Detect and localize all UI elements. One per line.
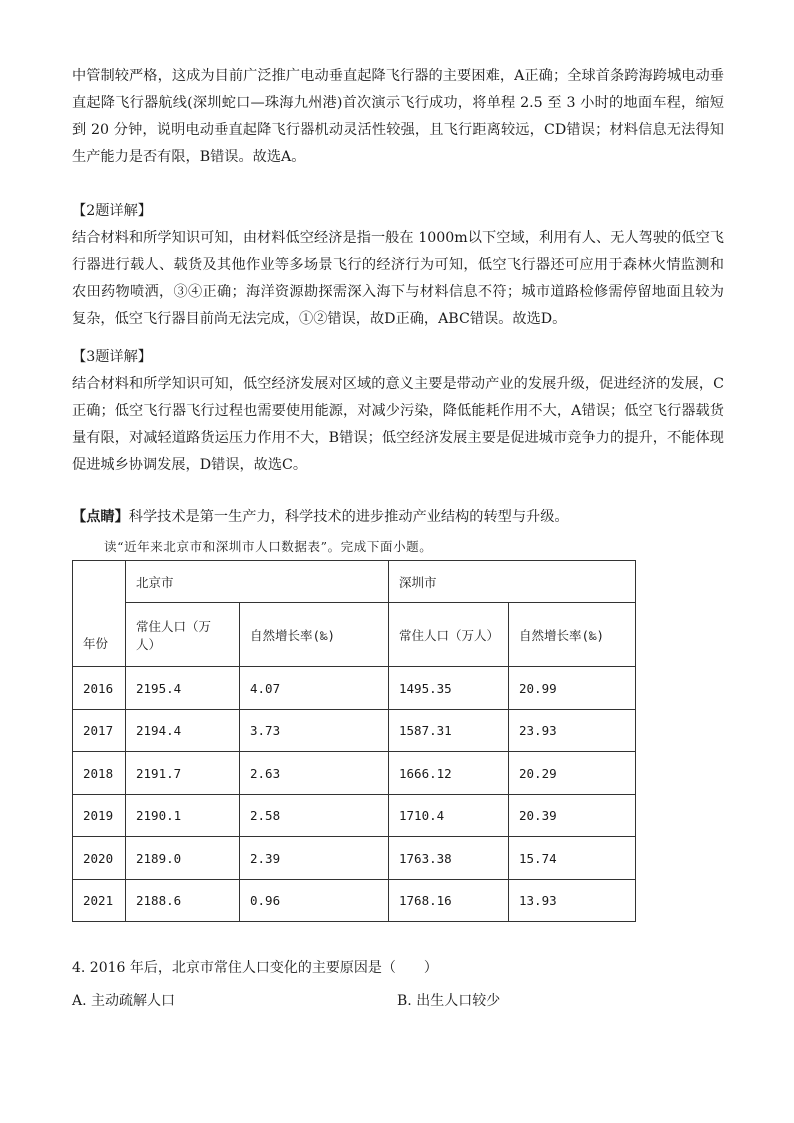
year-cell: 2017	[73, 710, 126, 752]
section-heading-q3: 【3题详解】	[72, 349, 152, 365]
shenzhen-pop-cell: 1710.4	[389, 795, 509, 837]
question-stem: 4. 2016 年后，北京市常住人口变化的主要原因是（ ）	[72, 960, 438, 976]
shenzhen-rate-cell: 13.93	[509, 880, 636, 922]
beijing-pop-cell: 2194.4	[126, 710, 240, 752]
answer-paragraph-1: 中管制较严格，这成为目前广泛推广电动垂直起降飞行器的主要困难，A正确；全球首条跨海跨城电动垂直起降飞行器航线(深圳蛇口—珠海九州港)首次演示飞行成功，将单程 2.5 至 3 小时的地面车程，缩短到 20 分钟，说明电动垂直起降飞行器机动灵活性较强，且飞行距离较远，CD错误；材料信息无法得知生产能力是否有限，B错误。故选A。	[72, 68, 724, 165]
table-row	[73, 837, 636, 880]
table-row	[73, 880, 636, 922]
shenzhen-pop-cell: 1495.35	[389, 667, 509, 710]
shenzhen-pop-cell: 1587.31	[389, 710, 509, 752]
year-cell: 2020	[73, 837, 126, 880]
city-header-shenzhen: 深圳市	[389, 561, 636, 603]
year-cell: 2021	[73, 880, 126, 922]
col-header-shenzhen-pop: 常住人口（万人）	[389, 603, 509, 667]
table-header-row-cities	[73, 561, 636, 603]
beijing-pop-cell: 2190.1	[126, 795, 240, 837]
beijing-rate-cell: 3.73	[240, 710, 389, 752]
beijing-rate-cell: 2.39	[240, 837, 389, 880]
key-point-label: 【点睛】	[72, 509, 129, 525]
shenzhen-rate-cell: 20.39	[509, 795, 636, 837]
shenzhen-pop-cell: 1763.38	[389, 837, 509, 880]
key-point-text: 科学技术是第一生产力，科学技术的进步推动产业结构的转型与升级。	[128, 509, 569, 525]
col-header-beijing-pop: 常住人口（万人）	[126, 603, 240, 667]
beijing-rate-cell: 0.96	[240, 880, 389, 922]
table-row	[73, 710, 636, 752]
beijing-rate-cell: 4.07	[240, 667, 389, 710]
beijing-pop-cell: 2195.4	[126, 667, 240, 710]
beijing-pop-cell: 2189.0	[126, 837, 240, 880]
table-row	[73, 752, 636, 795]
answer-paragraph-3: 结合材料和所学知识可知，低空经济发展对区域的意义主要是带动产业的发展升级，促进经济的发展，C正确；低空飞行器飞行过程也需要使用能源，对减少污染，降低能耗作用不大，A错误；低空飞行器载货量有限，对减轻道路货运压力作用不大，B错误；低空经济发展主要是促进城市竞争力的提升，不能体现促进城乡协调发展，D错误，故选C。	[72, 376, 724, 473]
beijing-pop-cell: 2191.7	[126, 752, 240, 795]
beijing-pop-cell: 2188.6	[126, 880, 240, 922]
col-header-shenzhen-rate: 自然增长率(‰)	[509, 603, 636, 667]
table-intro: 读“近年来北京市和深圳市人口数据表”。完成下面小题。	[104, 539, 433, 554]
col-header-beijing-rate: 自然增长率(‰)	[240, 603, 389, 667]
option-a[interactable]: A. 主动疏解人口	[72, 993, 176, 1009]
beijing-rate-cell: 2.63	[240, 752, 389, 795]
year-cell: 2018	[73, 752, 126, 795]
city-header-beijing: 北京市	[126, 561, 389, 603]
table-row	[73, 667, 636, 710]
shenzhen-rate-cell: 20.99	[509, 667, 636, 710]
shenzhen-rate-cell: 23.93	[509, 710, 636, 752]
table-row	[73, 795, 636, 837]
year-header-cell: 年份	[73, 561, 126, 667]
section-heading-q2: 【2题详解】	[72, 203, 152, 219]
shenzhen-pop-cell: 1768.16	[389, 880, 509, 922]
key-point-line	[72, 504, 724, 531]
shenzhen-rate-cell: 15.74	[509, 837, 636, 880]
shenzhen-pop-cell: 1666.12	[389, 752, 509, 795]
year-cell: 2019	[73, 795, 126, 837]
population-table	[72, 560, 636, 922]
shenzhen-rate-cell: 20.29	[509, 752, 636, 795]
year-cell: 2016	[73, 667, 126, 710]
table-header-row-columns	[73, 603, 636, 667]
option-b[interactable]: B. 出生人口较少	[397, 993, 501, 1009]
beijing-rate-cell: 2.58	[240, 795, 389, 837]
answer-paragraph-2: 结合材料和所学知识可知，由材料低空经济是指一般在 1000m以下空域，利用有人、无人驾驶的低空飞行器进行载人、载货及其他作业等多场景飞行的经济行为可知，低空飞行器还可应用于森林火情监测和农田药物喷洒，③④正确；海洋资源勘探需深入海下与材料信息不符；城市道路检修需停留地面且较为复杂，低空飞行器目前尚无法完成，①②错误，故D正确，ABC错误。故选D。	[72, 230, 724, 327]
